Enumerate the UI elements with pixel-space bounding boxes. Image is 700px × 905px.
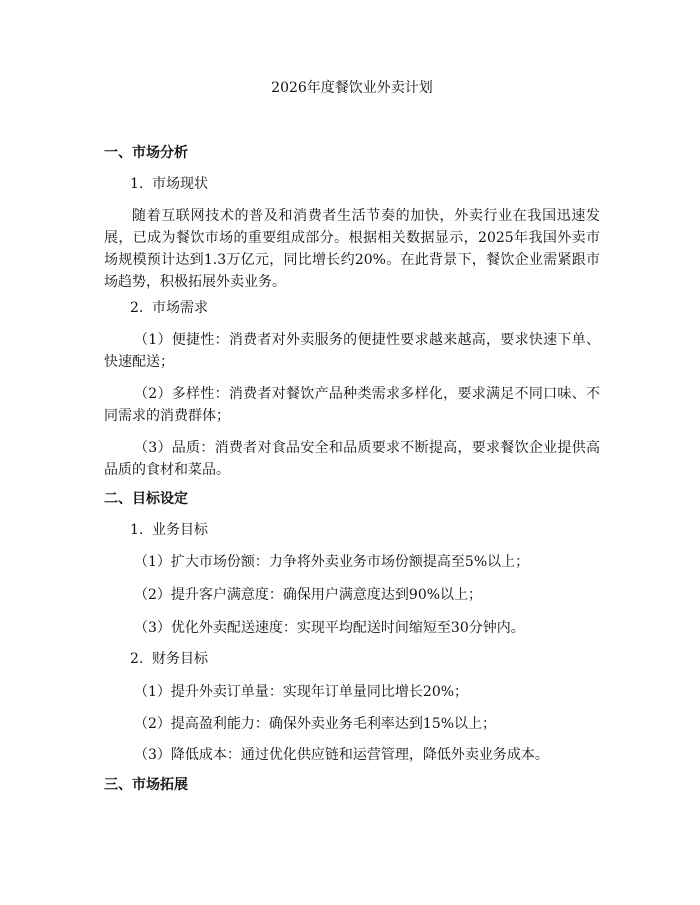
document-title: 2026年度餐饮业外卖计划 (271, 80, 433, 96)
section-heading-market-analysis: 一、市场分析 (104, 145, 188, 161)
subsection-label: 市场现状 (152, 176, 208, 192)
subsection-heading-market-status (130, 174, 208, 194)
list-item-order-volume: （1）提升外卖订单量：实现年订单量同比增长20%； (134, 684, 469, 700)
subsection-label: 市场需求 (152, 300, 208, 316)
subsection-number: 1. (130, 522, 144, 538)
subsection-heading-business-goals (130, 520, 208, 540)
list-item-delivery-speed: （3）优化外卖配送速度：实现平均配送时间缩短至30分钟内。 (134, 620, 525, 636)
list-item-profitability: （2）提高盈利能力：确保外卖业务毛利率达到15%以上； (134, 716, 497, 732)
section-heading-market-expansion: 三、市场拓展 (104, 777, 188, 793)
subsection-heading-financial-goals (130, 649, 208, 669)
list-item-customer-satisfaction: （2）提升客户满意度：确保用户满意度达到90%以上； (134, 587, 483, 603)
subsection-number: 2. (130, 300, 144, 316)
section-heading-goal-setting: 二、目标设定 (104, 491, 188, 507)
subsection-heading-market-demand (130, 298, 208, 318)
list-item-convenience: （1）便捷性：消费者对外卖服务的便捷性要求越来越高，要求快速下单、快速配送； (104, 332, 600, 370)
subsection-label: 财务目标 (152, 651, 208, 667)
subsection-number: 1. (130, 176, 144, 192)
subsection-number: 2. (130, 651, 144, 667)
list-item-cost-reduction: （3）降低成本：通过优化供应链和运营管理，降低外卖业务成本。 (134, 747, 549, 763)
list-item-quality: （3）品质：消费者对食品安全和品质要求不断提高，要求餐饮企业提供高品质的食材和菜品。 (104, 440, 600, 478)
list-item-diversity: （2）多样性：消费者对餐饮产品种类需求多样化，要求满足不同口味、不同需求的消费群体； (104, 386, 600, 424)
list-item-market-share: （1）扩大市场份额：力争将外卖业务市场份额提高至5%以上； (134, 554, 530, 570)
subsection-label: 业务目标 (152, 522, 208, 538)
paragraph-market-status: 随着互联网技术的普及和消费者生活节奏的加快，外卖行业在我国迅速发展，已成为餐饮市场的重要组成部分。根据相关数据显示，2025年我国外卖市场规模预计达到1.3万亿元，同比增长约20%。在此背景下，餐饮企业需紧跟市场趋势，积极拓展外卖业务。 (104, 208, 600, 290)
